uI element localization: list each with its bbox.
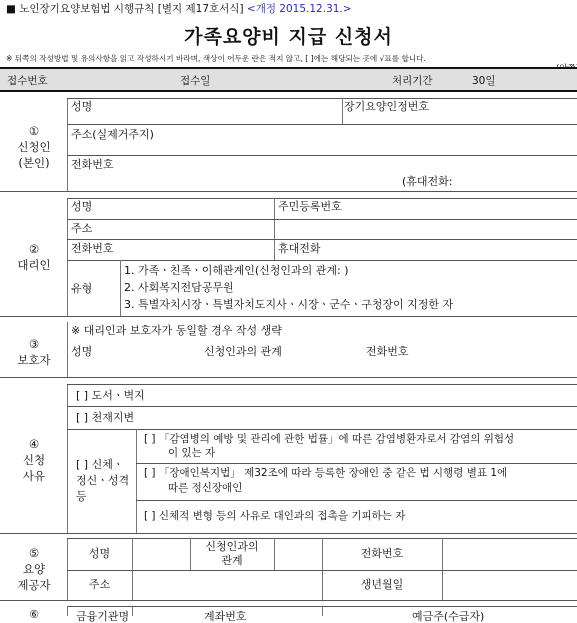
applicant-phone-label: 전화번호 (71, 158, 114, 171)
caregiver-number: ⑤ (28, 546, 40, 560)
divider (132, 538, 133, 600)
caregiver-relation-label: 신청인과의 (205, 540, 259, 553)
divider (136, 429, 137, 533)
guardian-section-label (2, 336, 66, 368)
guardian-number: ③ (28, 337, 40, 351)
bank-section-number: ⑥ (29, 608, 39, 621)
applicant-address-label: 주소(실제거주지) (71, 128, 154, 141)
divider (136, 500, 577, 501)
reason-section-label (2, 436, 66, 484)
bank-name-label: 금융기관명 (76, 610, 130, 623)
reason-sublabel: 사유 (22, 469, 46, 483)
divider (67, 219, 577, 220)
divider (120, 260, 121, 316)
guardian-relation-label: 신청인과의 관계 (204, 345, 282, 358)
reception-bottom-border (0, 90, 577, 92)
divider (67, 239, 577, 240)
instructions-note: ※ 뒤쪽의 작성방법 및 유의사항을 읽고 작성하시기 바라며, 색상이 어두운 란은 적지 않고, [ ]에는 해당되는 곳에 √표를 합니다. (6, 54, 426, 63)
bank-holder-label: 예금주(수급자) (412, 610, 485, 623)
agent-label: 대리인 (17, 258, 51, 272)
guardian-name-label: 성명 (71, 345, 93, 358)
guardian-label: 보호자 (17, 353, 51, 367)
divider (67, 98, 577, 99)
reason-disaster-checkbox[interactable]: [ ] 천재지변 (76, 411, 135, 424)
revision-date: <개정 2015.12.31.> (246, 3, 352, 15)
divider (67, 606, 68, 616)
reason-deformity-checkbox[interactable]: [ ] 신체적 변형 등의 사유로 대인과의 접촉을 기피하는 자 (144, 510, 406, 522)
divider (67, 322, 68, 377)
applicant-section-label (2, 123, 66, 171)
divider (0, 191, 577, 192)
divider (442, 538, 443, 600)
caregiver-birth-label: 생년월일 (360, 578, 404, 591)
reception-date-label: 접수일 (180, 75, 211, 87)
agent-type-1: 1. 가족ㆍ친족ㆍ이해관계인(신청인과의 관계: ) (124, 264, 349, 277)
divider (67, 155, 577, 156)
guardian-phone-label: 전화번호 (366, 345, 409, 358)
divider (274, 538, 275, 570)
reception-number-label: 접수번호 (7, 75, 48, 87)
processing-period-label: 처리기간 (392, 75, 433, 87)
processing-period-value: 30일 (472, 75, 496, 87)
reason-physical-label: 정신ㆍ성격 (76, 474, 130, 487)
reason-island-checkbox[interactable]: [ ] 도서ㆍ벽지 (76, 389, 145, 402)
reason-disability-checkbox[interactable]: [ ] 「장애인복지법」 제32조에 따라 등록한 장애인 중 같은 법 시행령 별표 1에 (144, 467, 508, 479)
divider (342, 98, 343, 124)
applicant-mobile-label: (휴대전화: (402, 175, 453, 188)
agent-section-label (2, 241, 66, 273)
divider (132, 606, 133, 616)
bank-account-label: 계좌번호 (204, 610, 247, 623)
applicant-ltc-number-label: 장기요양인정번호 (344, 100, 430, 113)
applicant-label: 신청인 (17, 140, 51, 154)
caregiver-label: 요양 (22, 562, 46, 576)
caregiver-section-label (2, 545, 66, 593)
divider (67, 570, 577, 571)
divider (274, 198, 275, 260)
guardian-note: ※ 대리인과 보호자가 동일할 경우 작성 생략 (71, 324, 282, 337)
applicant-sublabel: (본인) (18, 156, 50, 170)
reason-physical-checkbox[interactable]: [ ] 신체ㆍ (76, 458, 124, 471)
reason-number: ④ (28, 437, 40, 451)
agent-address-label: 주소 (71, 222, 93, 235)
divider (67, 384, 577, 385)
applicant-number: ① (28, 124, 40, 138)
divider (67, 260, 577, 261)
divider (67, 198, 577, 199)
regulation-text: ■ 노인장기요양보험법 시행규칙 [별지 제17호서식] (6, 3, 244, 15)
caregiver-name-label: 성명 (88, 547, 111, 560)
agent-name-label: 성명 (71, 200, 93, 213)
form-title: 가족요양비 지급 신청서 (184, 26, 393, 48)
reason-physical-label-etc: 등 (76, 490, 87, 503)
agent-type-3: 3. 특별자치시장ㆍ특별자치도지사ㆍ시장ㆍ군수ㆍ구청장이 지정한 자 (124, 298, 454, 311)
agent-mobile-label: 휴대전화 (278, 242, 321, 255)
reason-label: 신청 (22, 453, 46, 467)
caregiver-sublabel: 제공자 (17, 578, 51, 592)
divider (136, 463, 577, 464)
applicant-name-label: 성명 (71, 100, 93, 113)
divider (67, 406, 577, 407)
top-border (0, 67, 577, 69)
caregiver-address-label: 주소 (88, 578, 111, 591)
agent-rrn-label: 주민등록번호 (278, 200, 342, 213)
caregiver-relation-sublabel: 관계 (221, 554, 243, 567)
caregiver-phone-label: 전화번호 (360, 547, 404, 560)
form-regulation-header (6, 1, 352, 16)
divider (0, 316, 577, 317)
agent-phone-label: 전화번호 (71, 242, 114, 255)
reason-infectious-line2: 이 있는 자 (168, 447, 216, 459)
divider (0, 533, 577, 534)
divider (322, 606, 323, 616)
reason-infectious-checkbox[interactable]: [ ] 「감염병의 예방 및 관리에 관한 법률」에 따른 감염병환자로서 감염의 위험성 (144, 433, 515, 445)
divider (67, 124, 577, 125)
agent-number: ② (28, 242, 40, 256)
divider (67, 198, 68, 316)
reason-disability-line2: 따른 정신장애인 (168, 482, 243, 494)
agent-type-label: 유형 (71, 282, 93, 295)
divider (67, 98, 68, 191)
divider (0, 600, 577, 601)
divider (67, 429, 577, 430)
agent-type-2: 2. 사회복지전담공무원 (124, 281, 234, 294)
divider (0, 377, 577, 378)
